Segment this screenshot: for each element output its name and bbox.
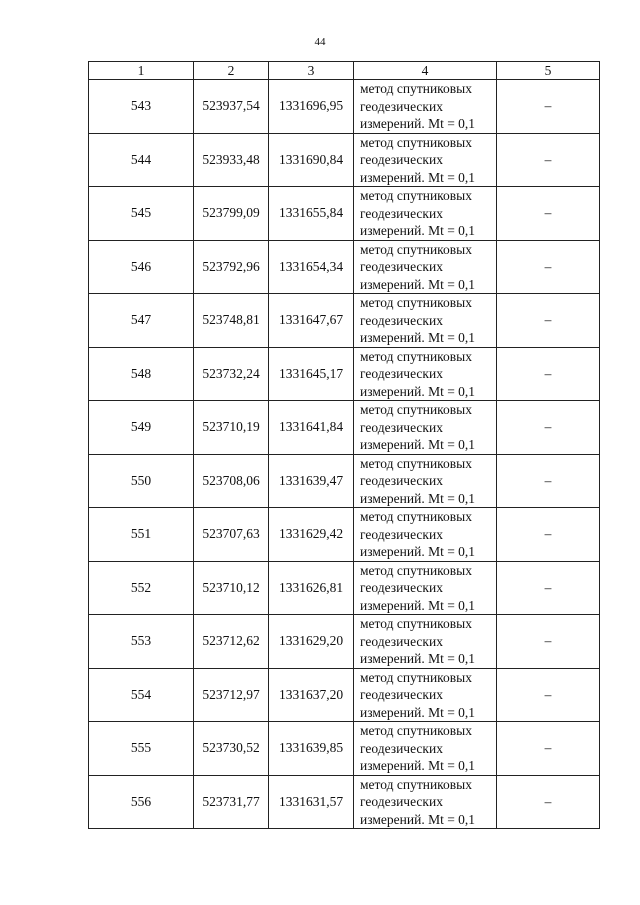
table-row	[89, 722, 600, 776]
note-cell: –	[497, 240, 600, 294]
point-number-cell: 548	[89, 347, 194, 401]
method-cell	[354, 401, 497, 455]
note-cell: –	[497, 615, 600, 669]
method-line: геодезических	[360, 633, 443, 649]
method-cell	[354, 347, 497, 401]
y-coordinate-cell: 1331645,17	[269, 347, 354, 401]
method-line: геодезических	[360, 98, 443, 114]
y-coordinate-cell: 1331639,47	[269, 454, 354, 508]
y-coordinate-cell: 1331626,81	[269, 561, 354, 615]
method-line: метод спутниковых	[360, 562, 472, 578]
method-line: измерений. Mt = 0,1	[360, 597, 476, 613]
method-line: геодезических	[360, 473, 443, 488]
method-line: метод спутниковых	[360, 402, 472, 417]
note-cell: –	[497, 561, 600, 615]
x-coordinate-cell: 523937,54	[194, 80, 269, 134]
method-line: геодезических	[360, 580, 443, 595]
method-line: измерений. Mt = 0,1	[360, 651, 476, 666]
table-row	[89, 294, 600, 348]
table-row	[89, 133, 600, 187]
y-coordinate-cell: 1331639,85	[269, 722, 354, 776]
method-line: метод спутниковых	[360, 723, 472, 738]
method-line: метод спутниковых	[360, 776, 472, 792]
method-line: геодезических	[360, 205, 443, 221]
table-row	[89, 187, 600, 241]
method-cell	[354, 668, 497, 722]
y-coordinate-cell: 1331655,84	[269, 187, 354, 241]
method-line: геодезических	[360, 152, 443, 167]
method-line: измерений. Mt = 0,1	[360, 223, 476, 238]
note-cell: –	[497, 508, 600, 562]
method-line: измерений. Mt = 0,1	[360, 169, 476, 185]
page-number: 44	[314, 36, 326, 48]
y-coordinate-cell: 1331629,42	[269, 508, 354, 562]
method-line: метод спутниковых	[360, 295, 472, 310]
method-line: метод спутниковых	[360, 241, 472, 257]
method-line: измерений. Mt = 0,1	[360, 544, 476, 559]
table-row	[89, 508, 600, 562]
method-line: измерений. Mt = 0,1	[360, 276, 476, 292]
x-coordinate-cell: 523710,12	[194, 561, 269, 615]
method-line: геодезических	[360, 794, 443, 809]
column-header-1: 1	[89, 62, 194, 80]
y-coordinate-cell: 1331647,67	[269, 294, 354, 348]
x-coordinate-cell: 523712,97	[194, 668, 269, 722]
note-cell: –	[497, 775, 600, 829]
table-row	[89, 401, 600, 455]
table-header-row	[89, 62, 600, 80]
y-coordinate-cell: 1331696,95	[269, 80, 354, 134]
y-coordinate-cell: 1331641,84	[269, 401, 354, 455]
point-number-cell: 550	[89, 454, 194, 508]
point-number-cell: 547	[89, 294, 194, 348]
method-line: метод спутниковых	[360, 509, 472, 524]
method-line: измерений. Mt = 0,1	[360, 437, 476, 452]
note-cell: –	[497, 347, 600, 401]
x-coordinate-cell: 523933,48	[194, 133, 269, 187]
method-line: измерений. Mt = 0,1	[360, 758, 476, 773]
table-row	[89, 561, 600, 615]
column-header-3: 3	[269, 62, 354, 80]
method-line: метод спутниковых	[360, 669, 472, 685]
table-row	[89, 775, 600, 829]
y-coordinate-cell: 1331629,20	[269, 615, 354, 669]
method-line: метод спутниковых	[360, 81, 472, 96]
method-line: метод спутниковых	[360, 348, 472, 364]
method-cell	[354, 508, 497, 562]
table-body	[89, 80, 600, 829]
column-header-4: 4	[354, 62, 497, 80]
method-cell	[354, 722, 497, 776]
note-cell: –	[497, 722, 600, 776]
point-number-cell: 552	[89, 561, 194, 615]
method-line: измерений. Mt = 0,1	[360, 811, 476, 827]
x-coordinate-cell: 523748,81	[194, 294, 269, 348]
x-coordinate-cell: 523731,77	[194, 775, 269, 829]
note-cell: –	[497, 401, 600, 455]
method-cell	[354, 80, 497, 134]
x-coordinate-cell: 523730,52	[194, 722, 269, 776]
point-number-cell: 544	[89, 133, 194, 187]
method-cell	[354, 294, 497, 348]
table-row	[89, 347, 600, 401]
note-cell: –	[497, 294, 600, 348]
note-cell: –	[497, 187, 600, 241]
table-row	[89, 80, 600, 134]
x-coordinate-cell: 523732,24	[194, 347, 269, 401]
point-number-cell: 555	[89, 722, 194, 776]
y-coordinate-cell: 1331637,20	[269, 668, 354, 722]
x-coordinate-cell: 523799,09	[194, 187, 269, 241]
x-coordinate-cell: 523792,96	[194, 240, 269, 294]
table-row	[89, 615, 600, 669]
note-cell: –	[497, 133, 600, 187]
column-header-2: 2	[194, 62, 269, 80]
method-line: геодезических	[360, 526, 443, 542]
method-line: измерений. Mt = 0,1	[360, 704, 476, 720]
method-line: геодезических	[360, 259, 443, 274]
method-cell	[354, 561, 497, 615]
point-number-cell: 551	[89, 508, 194, 562]
method-cell	[354, 187, 497, 241]
method-line: измерений. Mt = 0,1	[360, 116, 476, 131]
note-cell: –	[497, 668, 600, 722]
point-number-cell: 554	[89, 668, 194, 722]
coordinates-table	[88, 61, 600, 829]
y-coordinate-cell: 1331690,84	[269, 133, 354, 187]
table-row	[89, 668, 600, 722]
method-line: измерений. Mt = 0,1	[360, 330, 476, 345]
method-cell	[354, 775, 497, 829]
method-line: геодезических	[360, 687, 443, 702]
x-coordinate-cell: 523712,62	[194, 615, 269, 669]
y-coordinate-cell: 1331631,57	[269, 775, 354, 829]
x-coordinate-cell: 523710,19	[194, 401, 269, 455]
point-number-cell: 543	[89, 80, 194, 134]
method-cell	[354, 240, 497, 294]
note-cell: –	[497, 80, 600, 134]
method-line: метод спутниковых	[360, 188, 472, 203]
point-number-cell: 546	[89, 240, 194, 294]
point-number-cell: 556	[89, 775, 194, 829]
table-row	[89, 240, 600, 294]
y-coordinate-cell: 1331654,34	[269, 240, 354, 294]
note-cell: –	[497, 454, 600, 508]
method-line: геодезических	[360, 740, 443, 756]
method-line: геодезических	[360, 366, 443, 381]
point-number-cell: 549	[89, 401, 194, 455]
method-line: геодезических	[360, 312, 443, 328]
table-row	[89, 454, 600, 508]
method-line: измерений. Mt = 0,1	[360, 490, 476, 506]
column-header-5: 5	[497, 62, 600, 80]
method-line: измерений. Mt = 0,1	[360, 383, 476, 399]
method-cell	[354, 133, 497, 187]
method-line: метод спутниковых	[360, 616, 472, 631]
method-cell	[354, 454, 497, 508]
method-cell	[354, 615, 497, 669]
x-coordinate-cell: 523707,63	[194, 508, 269, 562]
x-coordinate-cell: 523708,06	[194, 454, 269, 508]
method-line: метод спутниковых	[360, 455, 472, 471]
point-number-cell: 553	[89, 615, 194, 669]
method-line: метод спутниковых	[360, 134, 472, 150]
point-number-cell: 545	[89, 187, 194, 241]
method-line: геодезических	[360, 419, 443, 435]
